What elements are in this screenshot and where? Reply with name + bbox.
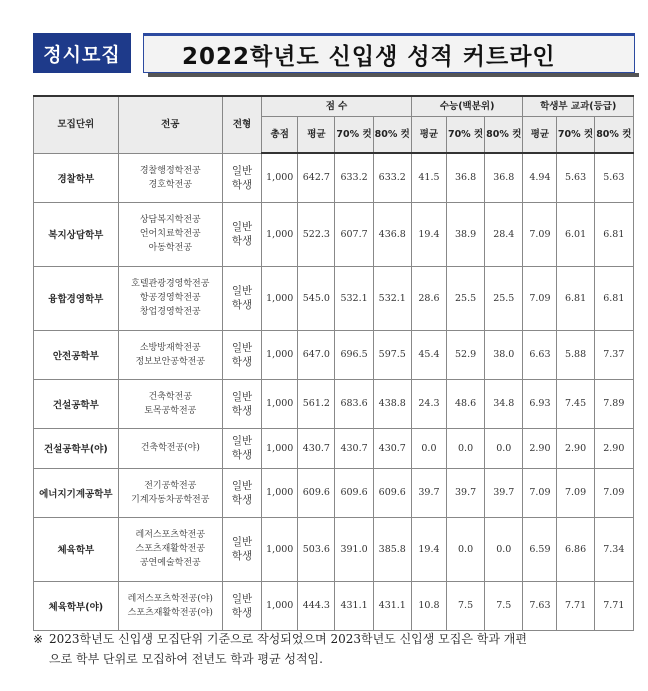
major-name: 레저스포츠학전공 [135, 530, 206, 540]
suneung-avg-cell: 19.4 [411, 517, 446, 581]
score-cut70-cell: 532.1 [335, 266, 373, 330]
table-row [34, 153, 634, 202]
score-avg-cell: 642.7 [298, 153, 335, 202]
header-cut80: 80% 컷 [594, 117, 633, 154]
suneung-cut80-cell: 36.8 [485, 153, 523, 202]
grade-avg-cell: 2.90 [523, 428, 557, 468]
grade-avg-cell: 6.59 [523, 517, 557, 581]
total-cell: 1,000 [262, 517, 298, 581]
grade-cut80-cell: 6.81 [594, 202, 633, 266]
suneung-cut80-cell: 25.5 [485, 266, 523, 330]
major-name: 건축학전공 [148, 391, 193, 402]
suneung-cut70-cell: 7.5 [446, 581, 484, 630]
table-row [34, 517, 634, 581]
major-name: 소방방재학전공 [139, 342, 201, 353]
grade-avg-cell: 6.93 [523, 379, 557, 428]
grade-cut70-cell: 7.71 [557, 581, 594, 630]
total-cell: 1,000 [262, 428, 298, 468]
major-name: 기계자동차공학전공 [131, 494, 210, 505]
header-cut70: 70% 컷 [557, 117, 594, 154]
major-cell [118, 517, 222, 581]
score-cut70-cell: 431.1 [335, 581, 373, 630]
score-cut70-cell: 430.7 [335, 428, 373, 468]
grade-avg-cell: 7.63 [523, 581, 557, 630]
grade-cut70-cell: 5.88 [557, 330, 594, 379]
score-cut70-cell: 607.7 [335, 202, 373, 266]
score-cut80-cell: 431.1 [373, 581, 411, 630]
header-avg: 평균 [523, 117, 557, 154]
suneung-cut70-cell: 25.5 [446, 266, 484, 330]
header-avg: 평균 [298, 117, 335, 154]
title-box-shadow [148, 73, 639, 77]
category-badge: 정시모집 [33, 33, 131, 73]
suneung-cut80-cell: 0.0 [485, 517, 523, 581]
title-box [143, 33, 635, 73]
grade-cut80-cell: 6.81 [594, 266, 633, 330]
score-cut80-cell: 532.1 [373, 266, 411, 330]
page-header [33, 33, 635, 75]
major-name: 스포츠재활학전공(야) [127, 607, 213, 618]
score-cut70-cell: 696.5 [335, 330, 373, 379]
footnote [33, 629, 643, 669]
grade-cut70-cell: 2.90 [557, 428, 594, 468]
major-cell [118, 468, 222, 517]
suneung-avg-cell: 19.4 [411, 202, 446, 266]
major-name: 창업경영학전공 [139, 307, 201, 317]
major-name: 상담복지학전공 [139, 215, 201, 225]
header-total: 총점 [262, 117, 298, 154]
grade-avg-cell: 4.94 [523, 153, 557, 202]
major-cell [118, 202, 222, 266]
score-cut70-cell: 683.6 [335, 379, 373, 428]
major-cell [118, 330, 222, 379]
major-name: 토목공학전공 [144, 405, 197, 416]
score-cut80-cell: 436.8 [373, 202, 411, 266]
suneung-avg-cell: 24.3 [411, 379, 446, 428]
table-row [34, 468, 634, 517]
header-avg: 평균 [411, 117, 446, 154]
score-avg-cell: 444.3 [298, 581, 335, 630]
major-name: 정보보안공학전공 [135, 356, 206, 367]
major-name: 전기공학전공 [144, 480, 197, 491]
score-cut70-cell: 391.0 [335, 517, 373, 581]
total-cell: 1,000 [262, 266, 298, 330]
major-name: 항공경영학전공 [139, 293, 201, 303]
score-avg-cell: 647.0 [298, 330, 335, 379]
score-avg-cell: 561.2 [298, 379, 335, 428]
major-cell [118, 379, 222, 428]
admission-type-cell: 일반 학생 [222, 581, 261, 630]
table-row [34, 266, 634, 330]
score-avg-cell: 545.0 [298, 266, 335, 330]
suneung-cut80-cell: 0.0 [485, 428, 523, 468]
total-cell: 1,000 [262, 330, 298, 379]
major-name: 호텔관광경영학전공 [131, 279, 210, 289]
unit-cell: 복지상담학부 [34, 202, 119, 266]
grade-cut70-cell: 6.86 [557, 517, 594, 581]
total-cell: 1,000 [262, 581, 298, 630]
footnote-mark: ※ [33, 632, 44, 646]
header-cut80: 80% 컷 [373, 117, 411, 154]
suneung-avg-cell: 45.4 [411, 330, 446, 379]
table-row [34, 202, 634, 266]
admission-type-cell: 일반 학생 [222, 266, 261, 330]
header-grade-group: 학생부 교과(등급) [523, 96, 634, 117]
grade-cut80-cell: 7.89 [594, 379, 633, 428]
admission-type-cell: 일반 학생 [222, 330, 261, 379]
major-cell [118, 266, 222, 330]
major-name: 건축학전공(야) [140, 443, 200, 453]
total-cell: 1,000 [262, 153, 298, 202]
grade-cut80-cell: 2.90 [594, 428, 633, 468]
suneung-cut70-cell: 0.0 [446, 517, 484, 581]
unit-cell: 건설공학부 [34, 379, 119, 428]
page-title: 2022학년도 신입생 성적 커트라인 [182, 43, 556, 70]
major-name: 경찰행정학전공 [139, 165, 201, 176]
major-name: 언어치료학전공 [139, 229, 201, 239]
suneung-avg-cell: 41.5 [411, 153, 446, 202]
header-type: 전형 [222, 96, 261, 153]
grade-cut70-cell: 7.09 [557, 468, 594, 517]
suneung-cut80-cell: 7.5 [485, 581, 523, 630]
suneung-cut70-cell: 36.8 [446, 153, 484, 202]
header-suneung-group: 수능(백분위) [411, 96, 523, 117]
score-cut70-cell: 633.2 [335, 153, 373, 202]
footnote-line-2: 으로 학부 단위로 모집하여 전년도 학과 평균 성적임. [49, 652, 323, 666]
table-row [34, 330, 634, 379]
admission-type-cell: 일반 학생 [222, 468, 261, 517]
score-cut80-cell: 430.7 [373, 428, 411, 468]
grade-cut80-cell: 5.63 [594, 153, 633, 202]
grade-cut70-cell: 5.63 [557, 153, 594, 202]
unit-cell: 경찰학부 [34, 153, 119, 202]
suneung-avg-cell: 10.8 [411, 581, 446, 630]
grade-cut70-cell: 6.01 [557, 202, 594, 266]
header-cut70: 70% 컷 [446, 117, 484, 154]
header-cut70: 70% 컷 [335, 117, 373, 154]
grade-cut70-cell: 6.81 [557, 266, 594, 330]
grade-cut80-cell: 7.09 [594, 468, 633, 517]
footnote-line-1: 2023학년도 신입생 모집단위 기준으로 작성되었으며 2023학년도 신입생 모집은 학과 개편 [49, 632, 527, 646]
table-body [34, 153, 634, 630]
major-name: 공연예술학전공 [139, 558, 201, 568]
table-row [34, 428, 634, 468]
major-cell [118, 581, 222, 630]
total-cell: 1,000 [262, 202, 298, 266]
unit-cell: 체육학부 [34, 517, 119, 581]
suneung-cut70-cell: 0.0 [446, 428, 484, 468]
admission-type-cell: 일반 학생 [222, 428, 261, 468]
table-row [34, 379, 634, 428]
major-cell [118, 153, 222, 202]
table-row [34, 581, 634, 630]
major-cell [118, 428, 222, 468]
score-cut80-cell: 385.8 [373, 517, 411, 581]
unit-cell: 에너지기계공학부 [34, 468, 119, 517]
suneung-cut80-cell: 28.4 [485, 202, 523, 266]
score-avg-cell: 609.6 [298, 468, 335, 517]
score-avg-cell: 430.7 [298, 428, 335, 468]
cutline-table [33, 95, 634, 631]
grade-cut80-cell: 7.34 [594, 517, 633, 581]
score-cut80-cell: 633.2 [373, 153, 411, 202]
admission-type-cell: 일반 학생 [222, 202, 261, 266]
admission-type-cell: 일반 학생 [222, 379, 261, 428]
score-avg-cell: 503.6 [298, 517, 335, 581]
header-major: 전공 [118, 96, 222, 153]
suneung-cut80-cell: 38.0 [485, 330, 523, 379]
suneung-avg-cell: 28.6 [411, 266, 446, 330]
suneung-cut80-cell: 34.8 [485, 379, 523, 428]
major-name: 스포츠재활학전공 [135, 544, 206, 554]
score-cut80-cell: 438.8 [373, 379, 411, 428]
total-cell: 1,000 [262, 379, 298, 428]
score-avg-cell: 522.3 [298, 202, 335, 266]
suneung-cut70-cell: 39.7 [446, 468, 484, 517]
suneung-cut80-cell: 39.7 [485, 468, 523, 517]
unit-cell: 안전공학부 [34, 330, 119, 379]
major-name: 레저스포츠학전공(야) [127, 593, 213, 604]
unit-cell: 융합경영학부 [34, 266, 119, 330]
suneung-avg-cell: 39.7 [411, 468, 446, 517]
grade-avg-cell: 6.63 [523, 330, 557, 379]
grade-cut80-cell: 7.37 [594, 330, 633, 379]
grade-avg-cell: 7.09 [523, 468, 557, 517]
grade-avg-cell: 7.09 [523, 202, 557, 266]
header-score-group: 점 수 [262, 96, 412, 117]
grade-avg-cell: 7.09 [523, 266, 557, 330]
admission-type-cell: 일반 학생 [222, 517, 261, 581]
admission-type-cell: 일반 학생 [222, 153, 261, 202]
grade-cut70-cell: 7.45 [557, 379, 594, 428]
header-cut80: 80% 컷 [485, 117, 523, 154]
suneung-cut70-cell: 48.6 [446, 379, 484, 428]
suneung-cut70-cell: 38.9 [446, 202, 484, 266]
suneung-cut70-cell: 52.9 [446, 330, 484, 379]
score-cut80-cell: 609.6 [373, 468, 411, 517]
score-cut80-cell: 597.5 [373, 330, 411, 379]
total-cell: 1,000 [262, 468, 298, 517]
unit-cell: 체육학부(야) [34, 581, 119, 630]
score-cut70-cell: 609.6 [335, 468, 373, 517]
major-name: 아동학전공 [148, 243, 193, 253]
unit-cell: 건설공학부(야) [34, 428, 119, 468]
major-name: 경호학전공 [148, 179, 193, 190]
suneung-avg-cell: 0.0 [411, 428, 446, 468]
grade-cut80-cell: 7.71 [594, 581, 633, 630]
header-row-1 [34, 96, 634, 117]
header-unit: 모집단위 [34, 96, 119, 153]
